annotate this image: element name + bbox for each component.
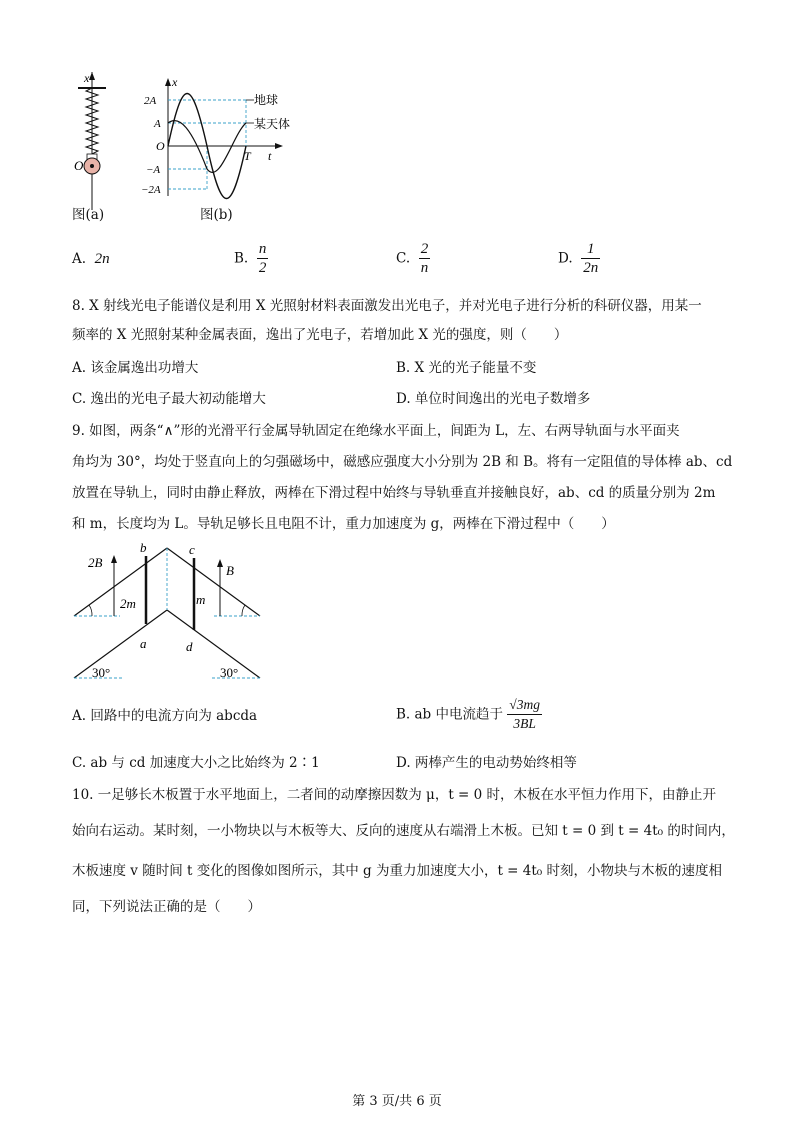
q7-option-d-label: D.: [558, 250, 573, 267]
q9-stem-line-4: 和 m，长度均为 L。导轨足够长且电阻不计，重力加速度为 g，两棒在下滑过程中（ ）: [72, 516, 615, 532]
fig-b-origin-label: O: [156, 139, 165, 153]
q7-option-d: [558, 240, 600, 277]
q8-stem-line-1: 8. X 射线光电子能谱仪是利用 X 光照射材料表面激发出光电子，并对光电子进行分析的科研仪器，用某一: [72, 298, 702, 314]
q7-option-c-fraction: $\frac{2}{n}$: [420, 241, 429, 276]
q7-option-d-fraction: $\frac{1}{2n}$: [583, 241, 599, 276]
fig-a-caption: 图(a): [72, 207, 105, 223]
legend-earth: 地球: [254, 93, 279, 107]
q10-stem-line-2: 始向右运动。某时刻，一小物块以与木板等大、反向的速度从右端滑上木板。已知 t = 0 到 t = 4t₀ 的时间内，: [72, 823, 735, 839]
fig-b-t-axis-label: t: [268, 149, 272, 163]
q7-option-a-value: 2n: [94, 251, 110, 267]
q9-label-a: a: [140, 636, 147, 651]
q10-stem-line-1: 10. 一足够长木板置于水平地面上，二者间的动摩擦因数为 μ，t = 0 时，木板在水平恒力作用下，由静止开: [72, 787, 717, 803]
q8-option-c: C. 逸出的光电子最大初动能增大: [72, 391, 266, 407]
q9-left-angle-label: 30°: [92, 665, 111, 680]
q8-option-a: A. 该金属逸出功增大: [72, 360, 199, 376]
figure-b-graph: [140, 74, 310, 202]
q9-option-b-fraction: $\frac{√3mg}{3BL}$: [509, 697, 540, 731]
fig-b-tick-2a: 2A: [144, 95, 157, 107]
q9-option-a: A. 回路中的电流方向为 abcda: [72, 708, 258, 724]
page-footer: 第 3 页/共 6 页: [352, 1094, 442, 1109]
q9-right-angle-label: 30°: [220, 665, 239, 680]
q7-option-c-label: C.: [396, 250, 411, 267]
q9-option-c: C. ab 与 cd 加速度大小之比始终为 2∶1: [72, 755, 320, 771]
q9-left-mass-label: 2m: [120, 596, 136, 611]
q10-stem-line-3: 木板速度 v 随时间 t 变化的图像如图所示，其中 g 为重力加速度大小，t = 4t₀ 时刻，小物块与木板的速度相: [72, 863, 722, 879]
fig-b-tick-neg-2a: −2A: [141, 184, 161, 196]
fig-b-period-label: T: [244, 149, 251, 163]
q7-option-a-label: A.: [72, 251, 87, 267]
q9-label-d: d: [186, 639, 193, 654]
fig-a-origin-label: O: [74, 158, 84, 173]
fig-b-caption: 图(b): [200, 207, 233, 223]
q9-rail-figure: [70, 540, 270, 685]
q9-stem-line-2: 角均为 30°，均处于竖直向上的匀强磁场中，磁感应强度大小分别为 2B 和 B。将有一定阻值的导体棒 ab、cd: [72, 454, 733, 470]
q9-stem-line-1: 9. 如图，两条“∧”形的光滑平行金属导轨固定在绝缘水平面上，间距为 L，左、右两导轨面与水平面夹: [72, 423, 680, 439]
q9-option-b-prefix: B. ab 中电流趋于: [396, 706, 503, 723]
q9-right-field-label: B: [226, 563, 234, 578]
q9-left-field-label: 2B: [88, 555, 103, 570]
q7-option-a: [72, 250, 110, 268]
q9-option-d: D. 两棒产生的电动势始终相等: [396, 755, 577, 771]
q8-option-d: D. 单位时间逸出的光电子数增多: [396, 391, 591, 407]
q8-stem-line-2: 频率的 X 光照射某种金属表面，逸出了光电子，若增加此 X 光的强度，则（ ）: [72, 327, 568, 343]
q7-option-b-label: B.: [234, 250, 249, 267]
legend-celestial-body: 某天体: [254, 117, 291, 131]
q7-option-c: [396, 240, 430, 277]
q7-option-b-fraction: $\frac{n}{2}$: [258, 241, 267, 276]
q7-option-b: [234, 240, 268, 277]
fig-a-axis-label: x: [84, 72, 90, 85]
q8-option-b: B. X 光的光子能量不变: [396, 360, 537, 376]
fig-b-tick-neg-a: −A: [146, 164, 161, 176]
q9-stem-line-3: 放置在导轨上，同时由静止释放，两棒在下滑过程中始终与导轨垂直并接触良好，ab、cd 的质量分别为 2m: [72, 485, 716, 501]
q9-right-mass-label: m: [196, 592, 206, 607]
q9-option-b: [396, 696, 542, 733]
q10-stem-line-4: 同，下列说法正确的是（ ）: [72, 899, 261, 915]
q9-label-c: c: [189, 542, 195, 557]
q9-label-b: b: [140, 540, 147, 555]
fig-b-tick-a: A: [154, 118, 161, 130]
fig-b-y-axis-label: x: [172, 75, 178, 89]
